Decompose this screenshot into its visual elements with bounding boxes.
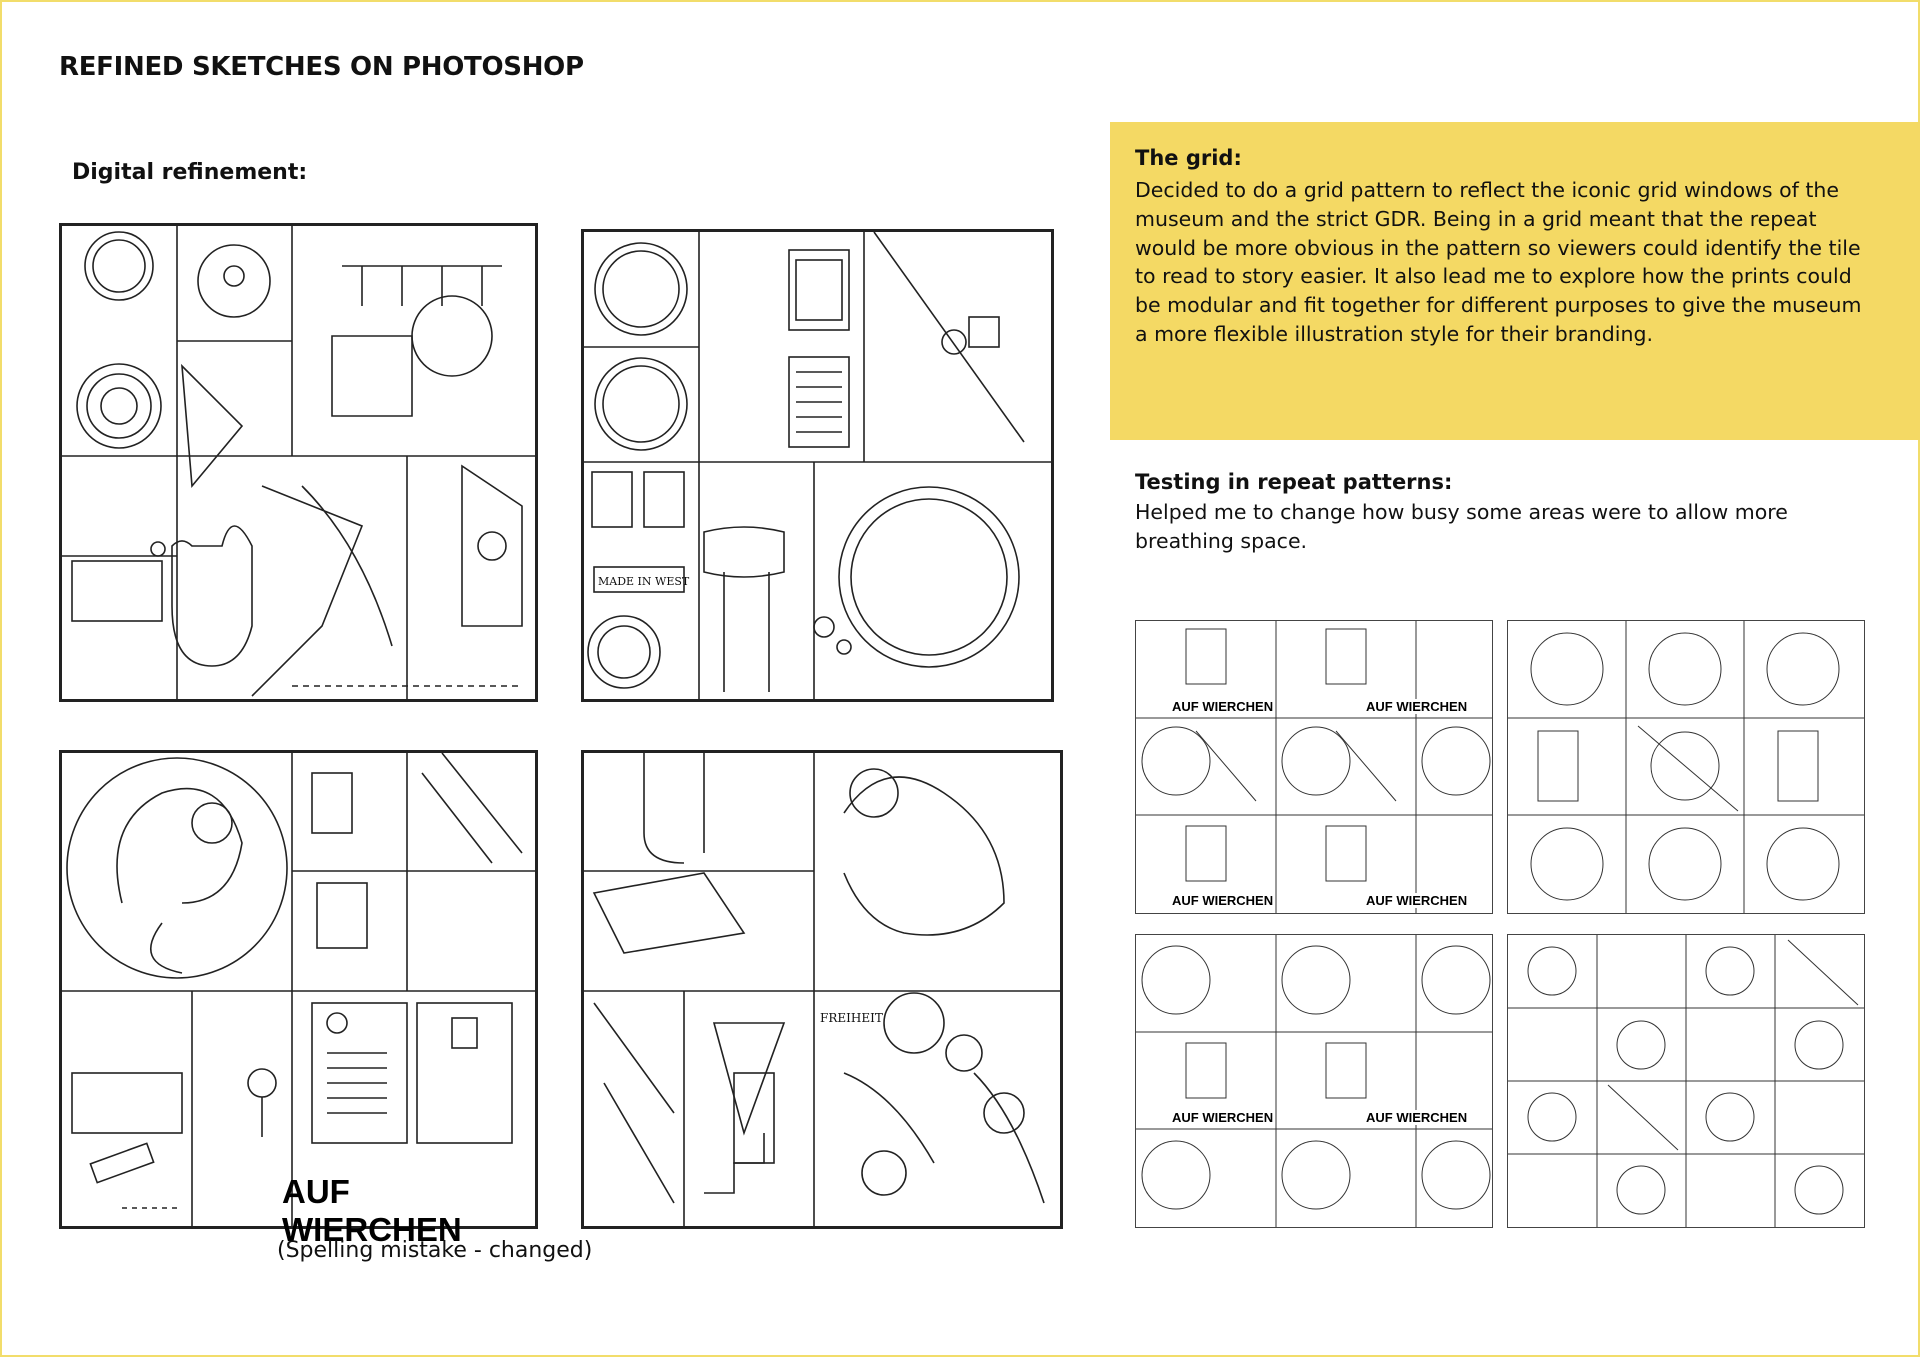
sketch-tile-2 — [581, 229, 1054, 702]
page-title: REFINED SKETCHES ON PHOTOSHOP — [59, 52, 584, 82]
pattern-stamp: AUF WIERCHEN — [1172, 699, 1274, 714]
section-label: Digital refinement: — [72, 160, 308, 185]
sketch-tile-1 — [59, 223, 538, 702]
pattern-stamp: AUF WIERCHEN — [1366, 699, 1468, 714]
grid-explanation-box — [1110, 122, 1920, 440]
grid-body: Decided to do a grid pattern to reflect the iconic grid windows of the museum and the strict GDR. Being in a grid meant that the repeat would be more obvious in the pattern so viewers could identify the tile to read to story easier. It also lead me to explore how the prints could be modular and fit together for different purposes to give the museum a more flexible illustration style for their branding. — [1135, 178, 1862, 346]
testing-body: Helped me to change how busy some areas were to allow more breathing space. — [1135, 500, 1788, 553]
pattern-test-1 — [1135, 620, 1493, 914]
pattern-test-2 — [1507, 620, 1865, 914]
sketch-tile-4 — [581, 750, 1063, 1229]
pattern-test-4 — [1507, 934, 1865, 1228]
grid-heading: The grid: — [1135, 146, 1242, 170]
pattern-stamp: AUF WIERCHEN — [1366, 893, 1468, 908]
testing-heading: Testing in repeat patterns: — [1135, 470, 1453, 494]
sketch-tile-3 — [59, 750, 538, 1248]
pattern-stamp: AUF WIERCHEN — [1172, 1110, 1274, 1125]
pattern-stamp: AUF WIERCHEN — [1366, 1110, 1468, 1125]
spelling-caption: (Spelling mistake - changed) — [277, 1238, 593, 1263]
pattern-stamp: AUF WIERCHEN — [1172, 893, 1274, 908]
pattern-test-3 — [1135, 934, 1493, 1228]
sketch-label-made-in-west: MADE IN WEST — [598, 575, 690, 588]
auf-wierchen-stamp: AUF WIERCHEN — [282, 1173, 462, 1248]
sketch-label-freiheit: FREIHEIT — [820, 1011, 883, 1025]
